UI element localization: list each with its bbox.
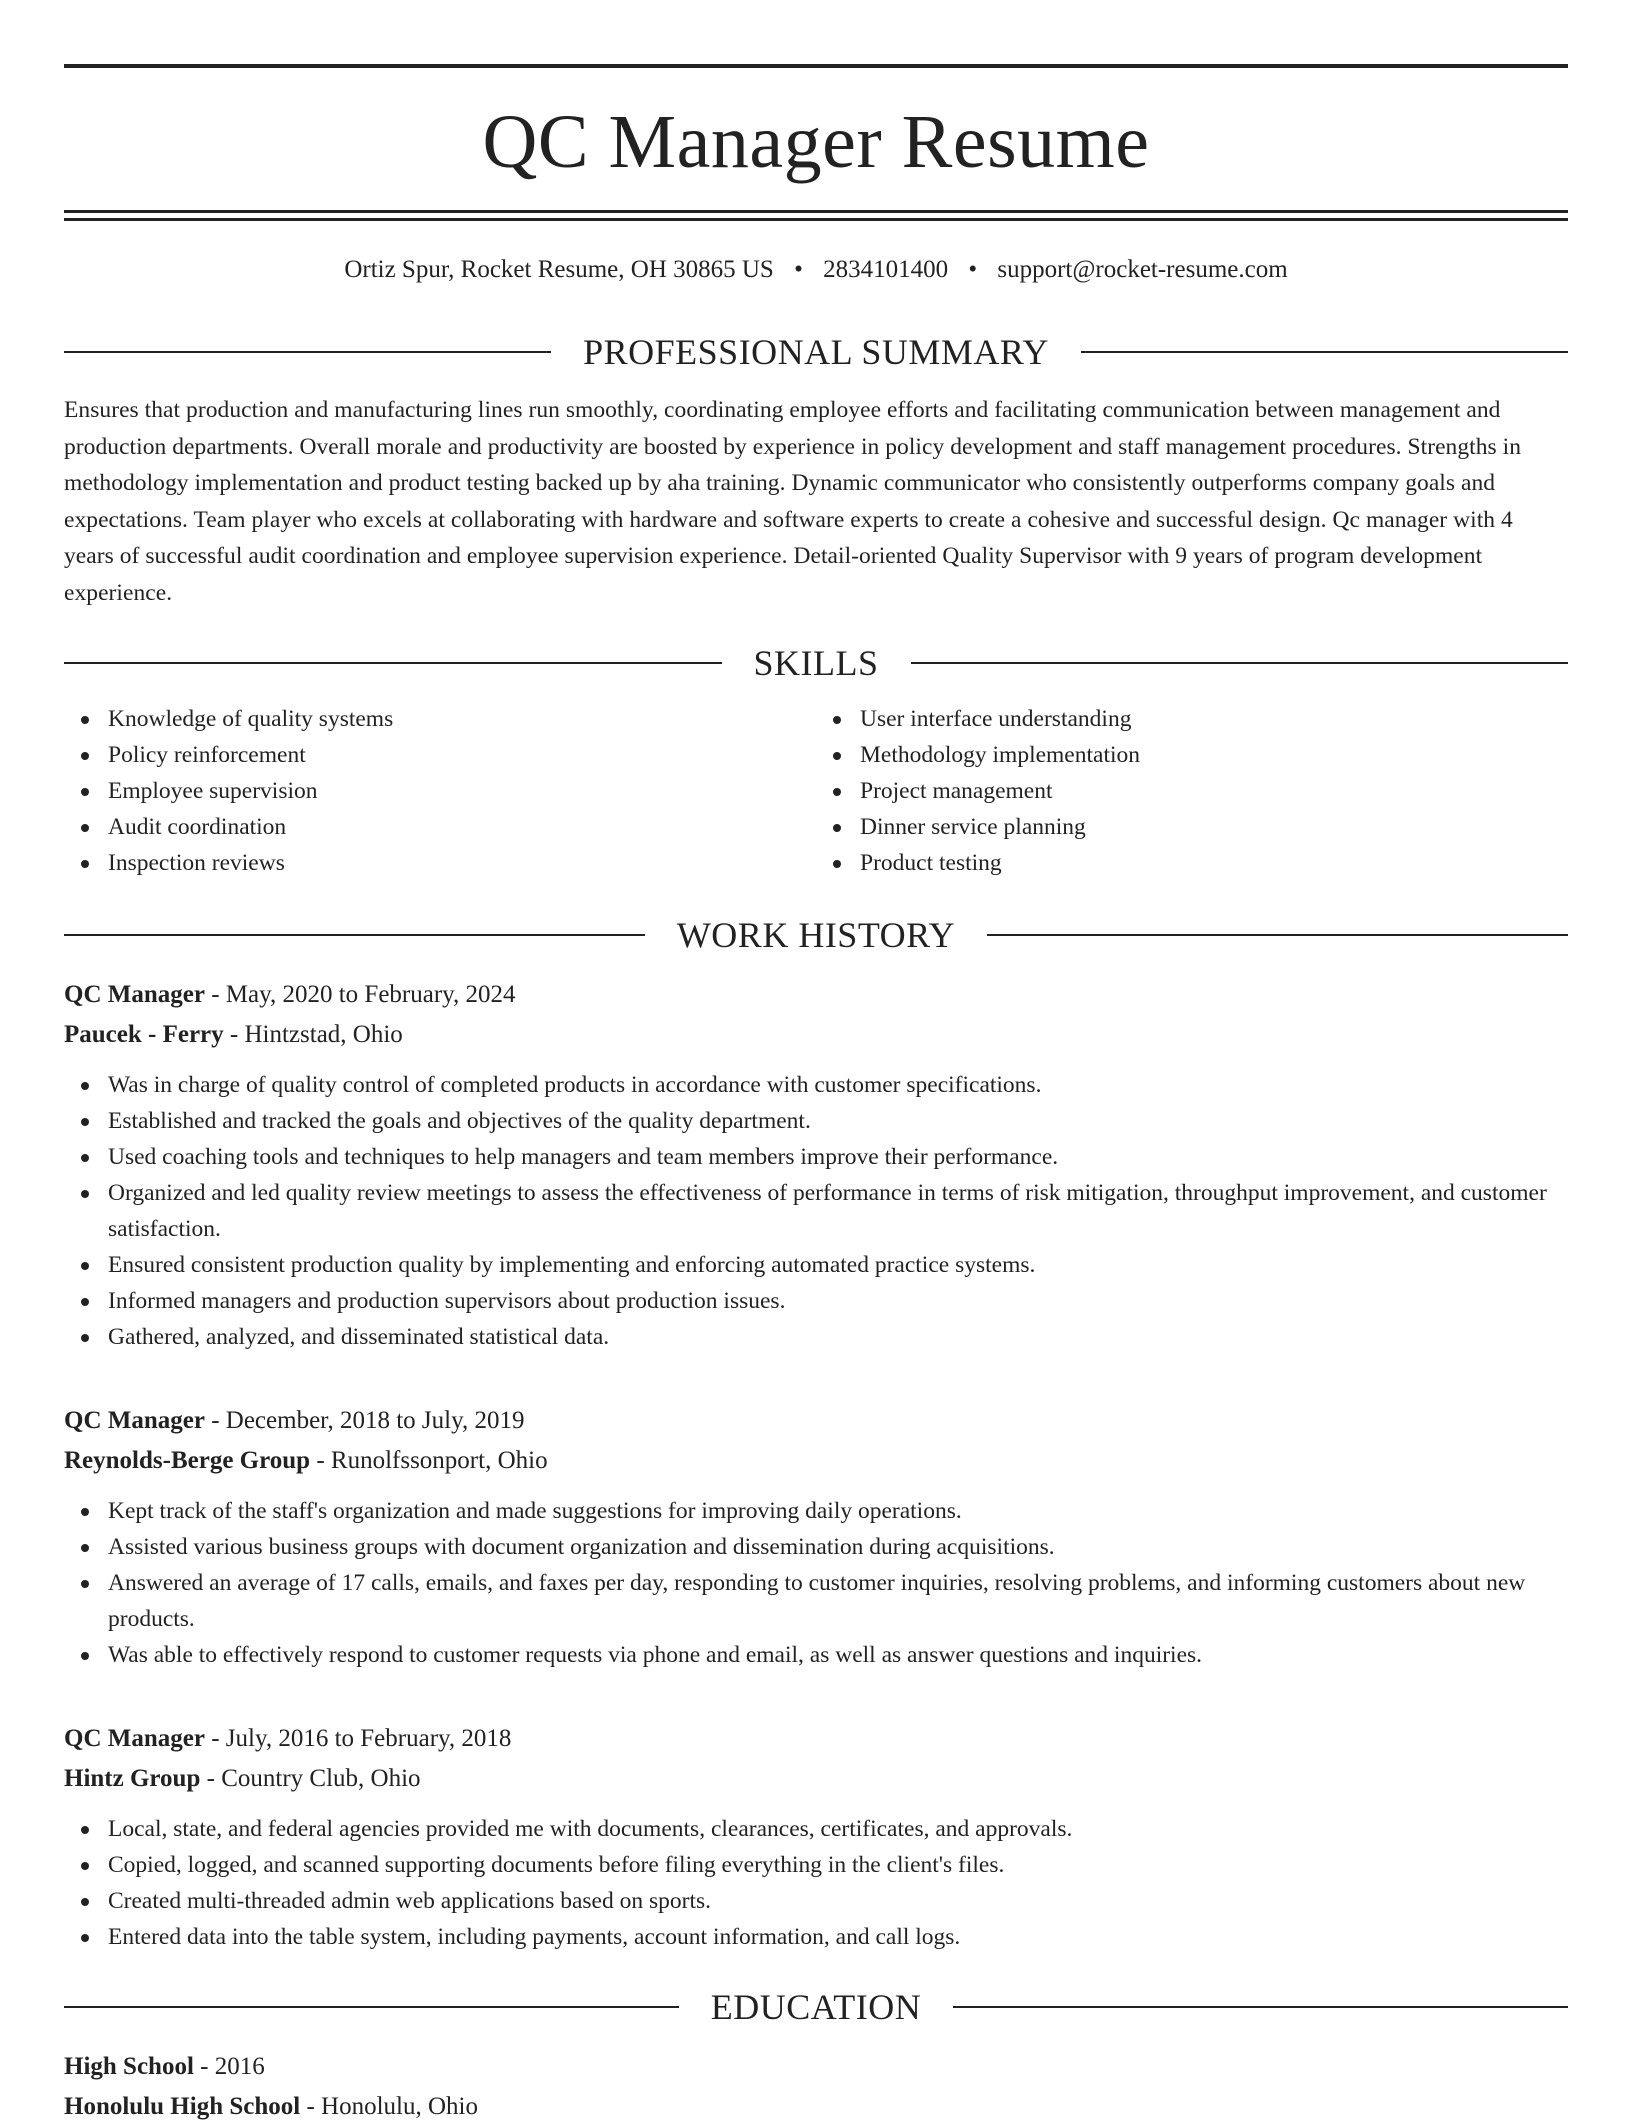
skill-item: Methodology implementation bbox=[860, 737, 1568, 773]
job-location: - Hintzstad, Ohio bbox=[223, 1021, 403, 1048]
job-location: - Country Club, Ohio bbox=[200, 1765, 421, 1792]
duty-item: Gathered, analyzed, and disseminated statistical data. bbox=[108, 1319, 1568, 1355]
job-title-line bbox=[64, 975, 1568, 1015]
top-rule bbox=[64, 64, 1568, 68]
duty-item: Created multi-threaded admin web applications based on sports. bbox=[108, 1883, 1568, 1919]
skill-item: Product testing bbox=[860, 845, 1568, 881]
title-double-rule bbox=[64, 210, 1568, 221]
skill-item: Dinner service planning bbox=[860, 809, 1568, 845]
job-duties bbox=[64, 1067, 1568, 1355]
summary-text: Ensures that production and manufacturing lines run smoothly, coordinating employee efforts and facilitating communication between management and production departments. Overall morale and productivity are boosted by experience in policy development and staff management procedures. Strengths in methodology implementation and product testing backed up by aha training. Dynamic communicator who consistently outperforms company goals and expectations. Team player who excels at collaborating with hardware and software experts to create a cohesive and successful design. Qc manager with 4 years of successful audit coordination and employee supervision experience. Detail-oriented Quality Supervisor with 9 years of program development experience. bbox=[64, 397, 1522, 606]
job-title-line bbox=[64, 1719, 1568, 1759]
job-location: - Runolfssonport, Ohio bbox=[310, 1447, 548, 1474]
skills-list bbox=[64, 701, 1568, 881]
job-company-line bbox=[64, 1759, 1568, 1799]
duty-item: Local, state, and federal agencies provided me with documents, clearances, certificates, and approvals. bbox=[108, 1811, 1568, 1847]
duty-item: Established and tracked the goals and objectives of the quality department. bbox=[108, 1103, 1568, 1139]
duty-item: Answered an average of 17 calls, emails, and faxes per day, responding to customer inquiries, resolving problems, and informing customers about new products. bbox=[108, 1565, 1568, 1637]
skill-item: Knowledge of quality systems bbox=[108, 701, 816, 737]
education-school: Honolulu High School bbox=[64, 2093, 301, 2120]
section-rule bbox=[64, 662, 722, 664]
section-header-summary bbox=[64, 334, 1568, 370]
duty-item: Was able to effectively respond to customer requests via phone and email, as well as answer questions and inquiries. bbox=[108, 1637, 1568, 1673]
section-rule bbox=[64, 351, 551, 353]
duty-item: Used coaching tools and techniques to help managers and team members improve their performance. bbox=[108, 1139, 1568, 1175]
duty-item: Ensured consistent production quality by implementing and enforcing automated practice systems. bbox=[108, 1247, 1568, 1283]
section-title-summary: PROFESSIONAL SUMMARY bbox=[583, 332, 1049, 372]
duty-item: Was in charge of quality control of completed products in accordance with customer specifications. bbox=[108, 1067, 1568, 1103]
duty-item: Copied, logged, and scanned supporting documents before filing everything in the client's files. bbox=[108, 1847, 1568, 1883]
section-title-education: EDUCATION bbox=[710, 1987, 922, 2027]
skill-item: User interface understanding bbox=[860, 701, 1568, 737]
section-rule bbox=[1081, 351, 1568, 353]
skills-column-right bbox=[816, 701, 1568, 881]
section-rule bbox=[987, 934, 1568, 936]
education-entry bbox=[64, 2047, 1568, 2127]
job-entry bbox=[64, 1719, 1568, 1955]
job-entry bbox=[64, 975, 1568, 1355]
duty-item: Organized and led quality review meetings to assess the effectiveness of performance in terms of risk mitigation, throughput improvement, and customer satisfaction. bbox=[108, 1175, 1568, 1247]
education-school-line bbox=[64, 2087, 1568, 2127]
job-title: QC Manager bbox=[64, 981, 205, 1008]
duty-item: Informed managers and production supervisors about production issues. bbox=[108, 1283, 1568, 1319]
job-company-line bbox=[64, 1441, 1568, 1481]
job-company-line bbox=[64, 1015, 1568, 1055]
job-duties bbox=[64, 1811, 1568, 1955]
duty-item: Kept track of the staff's organization and made suggestions for improving daily operations. bbox=[108, 1493, 1568, 1529]
section-title-skills: SKILLS bbox=[753, 643, 879, 683]
job-title: QC Manager bbox=[64, 1725, 205, 1752]
section-rule bbox=[64, 934, 645, 936]
section-title-work: WORK HISTORY bbox=[676, 915, 956, 955]
job-dates: - May, 2020 to February, 2024 bbox=[204, 981, 516, 1008]
skills-column-left bbox=[64, 701, 816, 881]
resume-title: QC Manager Resume bbox=[482, 100, 1150, 184]
contact-line bbox=[64, 257, 1568, 282]
job-dates: - December, 2018 to July, 2019 bbox=[204, 1407, 525, 1434]
job-entry bbox=[64, 1401, 1568, 1673]
contact-phone: 2834101400 bbox=[823, 256, 949, 283]
section-header-skills bbox=[64, 645, 1568, 681]
section-rule bbox=[911, 662, 1569, 664]
contact-email: support@rocket-resume.com bbox=[997, 256, 1288, 283]
job-duties bbox=[64, 1493, 1568, 1673]
duty-item: Assisted various business groups with document organization and dissemination during acquisitions. bbox=[108, 1529, 1568, 1565]
job-title-line bbox=[64, 1401, 1568, 1441]
skill-item: Audit coordination bbox=[108, 809, 816, 845]
section-rule bbox=[953, 2006, 1568, 2008]
section-header-education bbox=[64, 1989, 1568, 2025]
contact-separator: • bbox=[968, 256, 978, 283]
education-degree-line bbox=[64, 2047, 1568, 2087]
skill-item: Employee supervision bbox=[108, 773, 816, 809]
job-company: Reynolds-Berge Group bbox=[64, 1447, 311, 1474]
job-title: QC Manager bbox=[64, 1407, 205, 1434]
job-company: Paucek - Ferry bbox=[64, 1021, 224, 1048]
skill-item: Project management bbox=[860, 773, 1568, 809]
skill-item: Inspection reviews bbox=[108, 845, 816, 881]
job-dates: - July, 2016 to February, 2018 bbox=[204, 1725, 512, 1752]
duty-item: Entered data into the table system, including payments, account information, and call logs. bbox=[108, 1919, 1568, 1955]
section-header-work bbox=[64, 917, 1568, 953]
contact-address: Ortiz Spur, Rocket Resume, OH 30865 US bbox=[344, 256, 774, 283]
education-degree: High School bbox=[64, 2053, 194, 2080]
skill-item: Policy reinforcement bbox=[108, 737, 816, 773]
section-rule bbox=[64, 2006, 679, 2008]
education-year: - 2016 bbox=[193, 2053, 265, 2080]
contact-separator: • bbox=[794, 256, 803, 283]
job-company: Hintz Group bbox=[64, 1765, 201, 1792]
education-location: - Honolulu, Ohio bbox=[300, 2093, 478, 2120]
